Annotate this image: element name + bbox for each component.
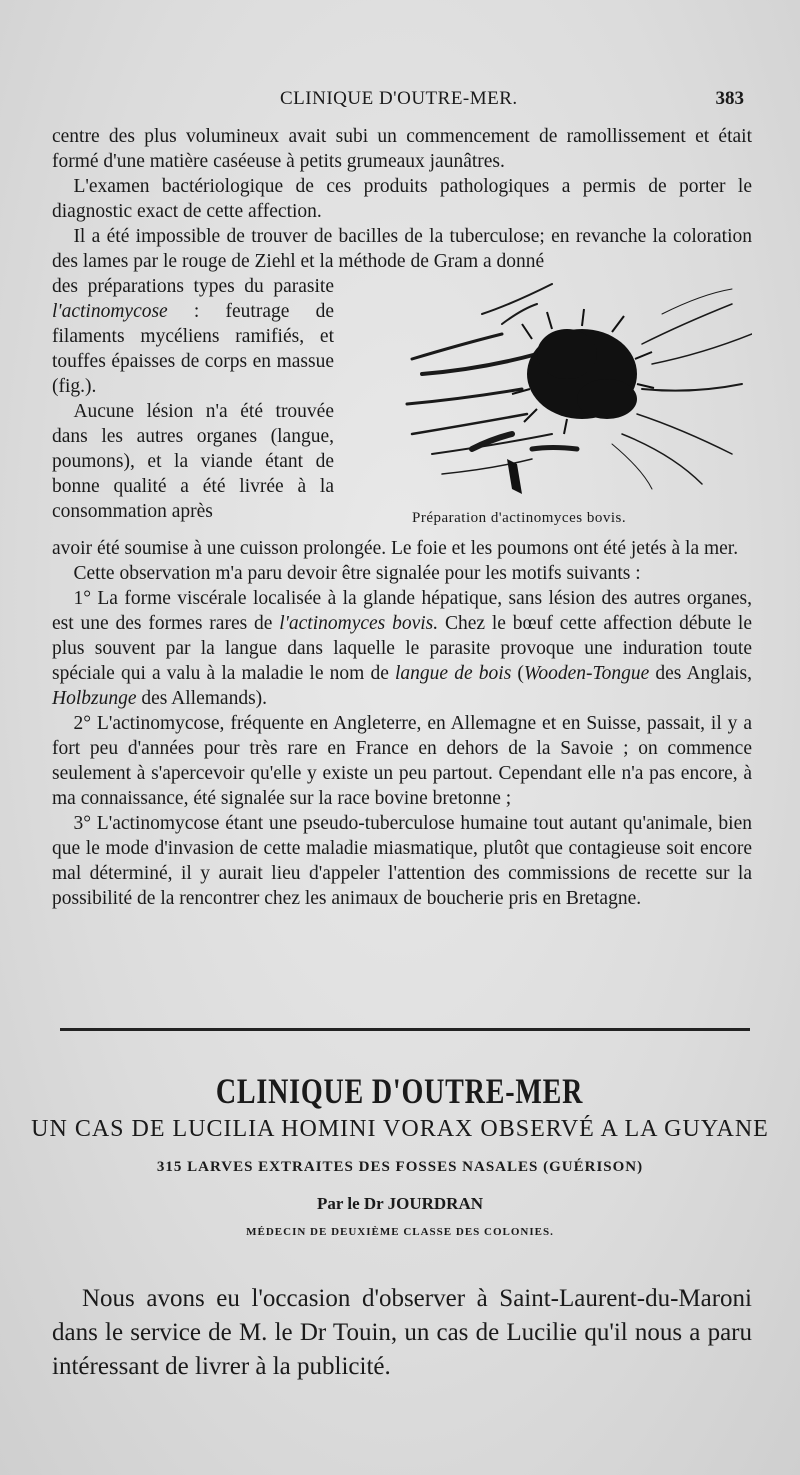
article-header	[0, 1070, 800, 1238]
paragraph-lesion: Aucune lésion n'a été trouvée dans les autres organes (langue, poumons), et la viande étant de bonne qualité a été livrée à la consommation après	[52, 401, 334, 522]
author-affiliation: MÉDECIN DE DEUXIÈME CLASSE DES COLONIES.	[246, 1226, 554, 1238]
actinomycose-term: l'actinomycose	[52, 301, 168, 322]
figure-block	[52, 274, 752, 536]
section-title: CLINIQUE D'OUTRE-MER	[216, 1071, 584, 1111]
article-author: Par le Dr JOURDRAN	[316, 1194, 484, 1213]
figure-wrap-text	[52, 274, 334, 524]
article-subtitle: 315 LARVES EXTRAITES DES FOSSES NASALES (GUÉRISON)	[156, 1159, 644, 1175]
paragraph-examen: L'examen bactériologique de ces produits pathologiques a permis de porter le diagnostic exact de cette affection.	[52, 176, 752, 222]
paragraph-observation: Cette observation m'a paru devoir être signalée pour les motifs suivants :	[73, 563, 641, 584]
actinomyces-illustration	[352, 274, 752, 504]
wooden-tongue-term: Wooden-Tongue	[523, 663, 650, 684]
paragraph-point-1	[52, 586, 752, 711]
point1-text-mid: Chez le bœuf cette affection débute le plus souvent par la langue dans laquelle le parasite provoque une induration toute spéciale qui a valu à la maladie le nom de	[52, 613, 752, 684]
article-opening-paragraph: Nous avons eu l'occasion d'observer à Saint-Laurent-du-Maroni dans le service de M. le Dr Touin, un cas de Lucilie qu'il nous a paru intéressant de livrer à la publicité.	[52, 1285, 752, 1380]
paragraph-continued: centre des plus volumineux avait subi un commencement de ramollissement et était formé d'une matière caséeuse à petits grumeaux jaunâtres.	[52, 126, 752, 172]
paragraph-bacilles: Il a été impossible de trouver de bacilles de la tuberculose; en revanche la coloration des lames par le rouge de Ziehl et la méthode de Gram a donné	[52, 226, 752, 272]
paragraph-point-3: 3° L'actinomycose étant une pseudo-tuberculose humaine tout autant qu'animale, bien que le mode d'invasion de cette maladie miasmatique, plutôt que contagieuse soit encore mal déterminé, il y aurait lieu d'appeler l'attention des commissions de recette sur la possibilité de la rencontrer chez les animaux de boucherie pris en Bretagne.	[52, 813, 752, 909]
figure-caption: Préparation d'actinomyces bovis.	[412, 510, 627, 526]
holbzunge-term: Holbzunge	[52, 688, 137, 709]
paragraph-point-2: 2° L'actinomycose, fréquente en Angleterre, en Allemagne et en Suisse, passait, il y a fort peu d'années pour très rare en France en dehors de la Savoie ; on commence seulement à s'apercevoir qu'elle y existe un peu partout. Cependant elle n'a pas encore, à ma connaissance, été signalée sur la race bovine bretonne ;	[52, 713, 752, 809]
actinomyces-bovis-term: l'actinomyces bovis.	[279, 613, 439, 634]
point1-text-mid2: des Anglais,	[649, 663, 752, 684]
langue-de-bois-term: langue de bois	[395, 663, 512, 684]
parasite-text: des préparations types du parasite	[52, 276, 334, 297]
point1-text-end: des Allemands).	[136, 688, 268, 709]
parasite-text-end: : feutrage de filaments mycéliens ramifiés, et touffes épaisses de corps en massue (fig.).	[52, 301, 334, 397]
point1-text: 1° La forme viscérale localisée à la glande hépatique, sans lésion des autres organes, est une des formes rares de	[52, 588, 752, 634]
page-number: 383	[715, 88, 744, 109]
paragraph-cuisson: avoir été soumise à une cuisson prolongée. Le foie et les poumons ont été jetés à la mer.	[52, 538, 739, 559]
paren-open: (	[511, 663, 524, 684]
figure-actinomyces	[352, 274, 752, 504]
body-text	[52, 124, 752, 911]
running-head	[0, 88, 800, 116]
section-divider	[60, 1028, 750, 1031]
article-title: UN CAS DE LUCILIA HOMINI VORAX OBSERVÉ A LA GUYANE	[31, 1116, 769, 1142]
running-title: CLINIQUE D'OUTRE-MER.	[280, 88, 518, 109]
